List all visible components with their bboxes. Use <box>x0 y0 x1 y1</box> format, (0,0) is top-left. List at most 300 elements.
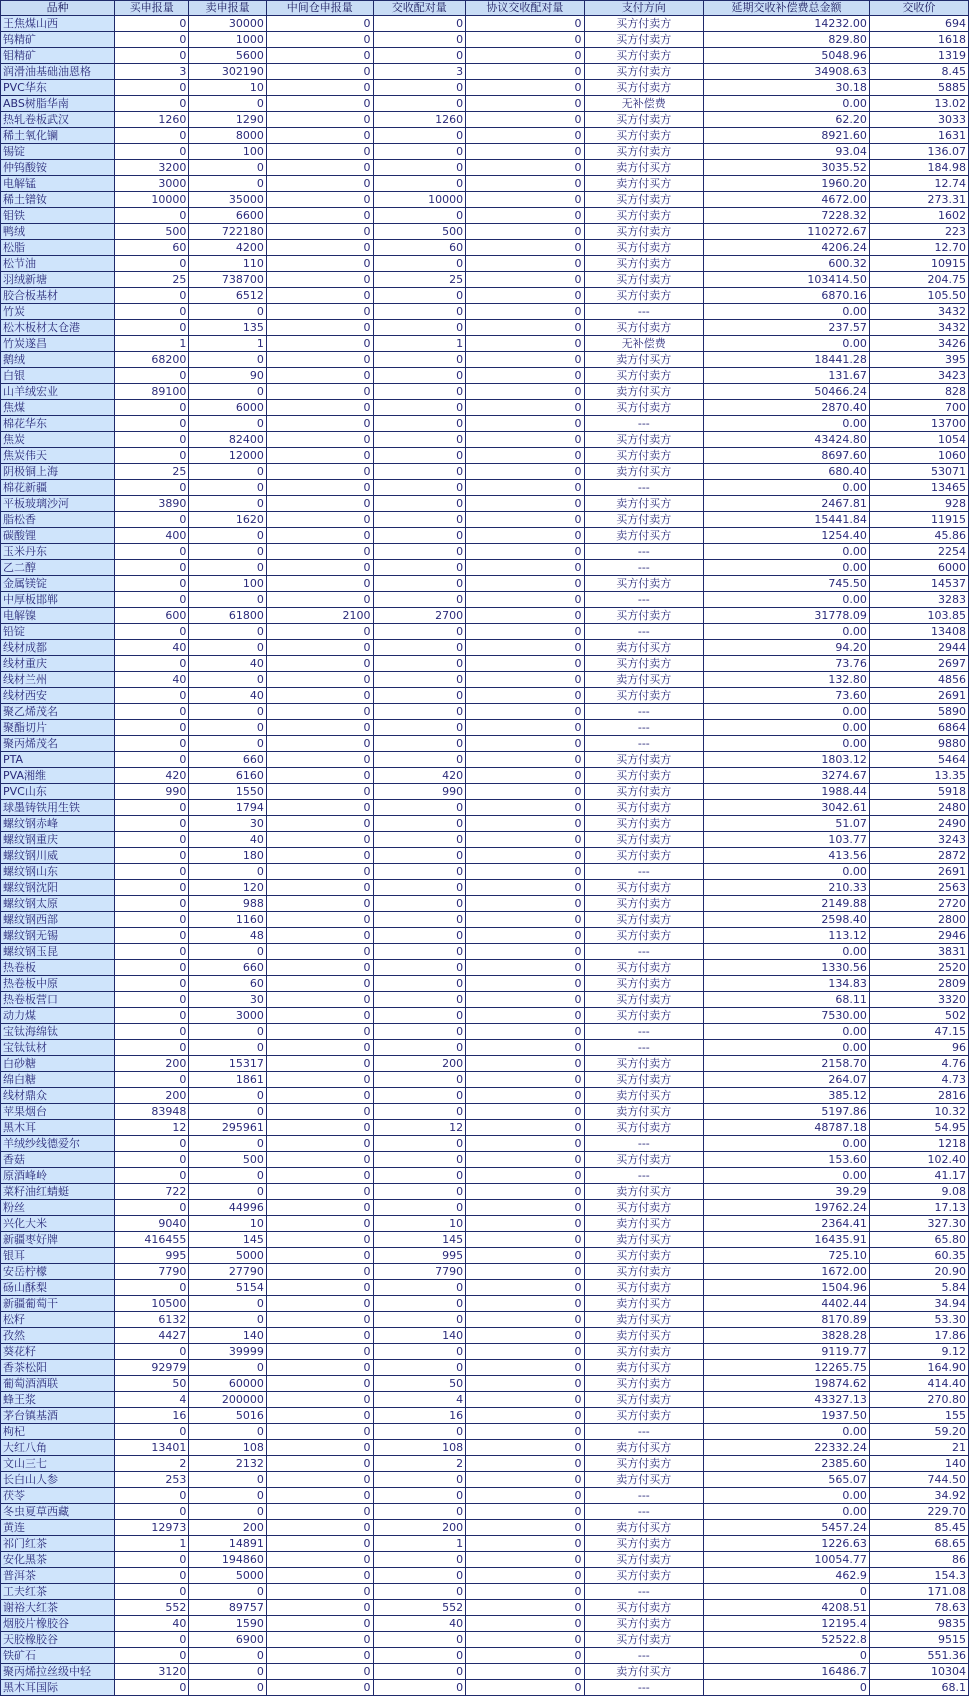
delivery-price-cell: 229.70 <box>869 1504 968 1520</box>
buy-qty-cell: 40 <box>115 640 189 656</box>
agreement-qty-cell: 0 <box>466 1024 584 1040</box>
payment-direction-cell: 买方付卖方 <box>584 752 704 768</box>
variety-cell: 松籽 <box>1 1312 115 1328</box>
buy-qty-cell: 0 <box>115 512 189 528</box>
payment-direction-cell: 卖方付买方 <box>584 1312 704 1328</box>
sell-qty-cell: 90 <box>189 368 267 384</box>
payment-direction-cell: 卖方付买方 <box>584 1520 704 1536</box>
agreement-qty-cell: 0 <box>466 1584 584 1600</box>
variety-cell: 螺纹钢西部 <box>1 912 115 928</box>
agreement-qty-cell: 0 <box>466 1264 584 1280</box>
matched-qty-cell: 200 <box>373 1520 466 1536</box>
buy-qty-cell: 0 <box>115 928 189 944</box>
matched-qty-cell: 0 <box>373 496 466 512</box>
table-row <box>1 1408 969 1424</box>
middle-qty-cell: 0 <box>266 352 373 368</box>
delivery-price-cell: 3033 <box>869 112 968 128</box>
middle-qty-cell: 0 <box>266 672 373 688</box>
table-row <box>1 1040 969 1056</box>
delivery-price-cell: 502 <box>869 1008 968 1024</box>
table-row <box>1 528 969 544</box>
sell-qty-cell: 82400 <box>189 432 267 448</box>
variety-cell: 热卷板营口 <box>1 992 115 1008</box>
agreement-qty-cell: 0 <box>466 416 584 432</box>
sell-qty-cell: 0 <box>189 496 267 512</box>
sell-qty-cell: 302190 <box>189 64 267 80</box>
compensation-cell: 0 <box>704 1680 870 1696</box>
compensation-cell: 12265.75 <box>704 1360 870 1376</box>
buy-qty-cell: 0 <box>115 416 189 432</box>
variety-cell: 松节油 <box>1 256 115 272</box>
table-row <box>1 544 969 560</box>
agreement-qty-cell: 0 <box>466 1312 584 1328</box>
table-row <box>1 48 969 64</box>
delivery-price-cell: 86 <box>869 1552 968 1568</box>
delivery-price-cell: 2480 <box>869 800 968 816</box>
delivery-price-cell: 85.45 <box>869 1520 968 1536</box>
delivery-price-cell: 34.94 <box>869 1296 968 1312</box>
payment-direction-cell: 买方付卖方 <box>584 64 704 80</box>
buy-qty-cell: 0 <box>115 1152 189 1168</box>
buy-qty-cell: 0 <box>115 688 189 704</box>
variety-cell: 砀山酥梨 <box>1 1280 115 1296</box>
sell-qty-cell: 0 <box>189 1184 267 1200</box>
agreement-qty-cell: 0 <box>466 640 584 656</box>
delivery-price-cell: 2800 <box>869 912 968 928</box>
header-agreement-matched-qty: 协议交收配对量 <box>466 1 584 16</box>
payment-direction-cell: --- <box>584 1040 704 1056</box>
table-row <box>1 672 969 688</box>
agreement-qty-cell: 0 <box>466 928 584 944</box>
matched-qty-cell: 0 <box>373 912 466 928</box>
matched-qty-cell: 0 <box>373 144 466 160</box>
agreement-qty-cell: 0 <box>466 560 584 576</box>
variety-cell: 线材成都 <box>1 640 115 656</box>
variety-cell: 金属镁锭 <box>1 576 115 592</box>
table-row <box>1 288 969 304</box>
matched-qty-cell: 0 <box>373 1568 466 1584</box>
agreement-qty-cell: 0 <box>466 64 584 80</box>
matched-qty-cell: 0 <box>373 512 466 528</box>
table-row <box>1 944 969 960</box>
delivery-price-cell: 4.73 <box>869 1072 968 1088</box>
sell-qty-cell: 0 <box>189 640 267 656</box>
matched-qty-cell: 0 <box>373 944 466 960</box>
middle-qty-cell: 0 <box>266 208 373 224</box>
agreement-qty-cell: 0 <box>466 1360 584 1376</box>
payment-direction-cell: 买方付卖方 <box>584 912 704 928</box>
payment-direction-cell: 卖方付买方 <box>584 528 704 544</box>
payment-direction-cell: 卖方付买方 <box>584 1104 704 1120</box>
sell-qty-cell: 660 <box>189 752 267 768</box>
payment-direction-cell: 买方付卖方 <box>584 224 704 240</box>
matched-qty-cell: 0 <box>373 592 466 608</box>
matched-qty-cell: 0 <box>373 1648 466 1664</box>
variety-cell: PVC华东 <box>1 80 115 96</box>
matched-qty-cell: 0 <box>373 704 466 720</box>
sell-qty-cell: 48 <box>189 928 267 944</box>
agreement-qty-cell: 0 <box>466 1152 584 1168</box>
delivery-price-cell: 5464 <box>869 752 968 768</box>
compensation-cell: 0.00 <box>704 304 870 320</box>
agreement-qty-cell: 0 <box>466 1072 584 1088</box>
sell-qty-cell: 0 <box>189 672 267 688</box>
sell-qty-cell: 0 <box>189 624 267 640</box>
header-buy-qty: 买申报量 <box>115 1 189 16</box>
delivery-price-cell: 700 <box>869 400 968 416</box>
compensation-cell: 0.00 <box>704 480 870 496</box>
middle-qty-cell: 0 <box>266 64 373 80</box>
middle-qty-cell: 0 <box>266 464 373 480</box>
header-delivery-price: 交收价 <box>869 1 968 16</box>
middle-qty-cell: 0 <box>266 976 373 992</box>
table-row <box>1 1216 969 1232</box>
sell-qty-cell: 0 <box>189 1088 267 1104</box>
buy-qty-cell: 16 <box>115 1408 189 1424</box>
compensation-cell: 153.60 <box>704 1152 870 1168</box>
table-row <box>1 816 969 832</box>
compensation-cell: 0.00 <box>704 1024 870 1040</box>
agreement-qty-cell: 0 <box>466 816 584 832</box>
table-row <box>1 1168 969 1184</box>
sell-qty-cell: 0 <box>189 480 267 496</box>
sell-qty-cell: 40 <box>189 656 267 672</box>
middle-qty-cell: 0 <box>266 128 373 144</box>
compensation-cell: 4672.00 <box>704 192 870 208</box>
buy-qty-cell: 68200 <box>115 352 189 368</box>
compensation-cell: 3274.67 <box>704 768 870 784</box>
sell-qty-cell: 89757 <box>189 1600 267 1616</box>
compensation-cell: 210.33 <box>704 880 870 896</box>
sell-qty-cell: 6600 <box>189 208 267 224</box>
sell-qty-cell: 0 <box>189 944 267 960</box>
table-row <box>1 896 969 912</box>
compensation-cell: 0 <box>704 1648 870 1664</box>
matched-qty-cell: 0 <box>373 1200 466 1216</box>
compensation-cell: 1988.44 <box>704 784 870 800</box>
buy-qty-cell: 0 <box>115 288 189 304</box>
agreement-qty-cell: 0 <box>466 16 584 32</box>
sell-qty-cell: 0 <box>189 384 267 400</box>
agreement-qty-cell: 0 <box>466 976 584 992</box>
variety-cell: 孜然 <box>1 1328 115 1344</box>
compensation-cell: 5197.86 <box>704 1104 870 1120</box>
sell-qty-cell: 0 <box>189 704 267 720</box>
agreement-qty-cell: 0 <box>466 272 584 288</box>
compensation-cell: 16435.91 <box>704 1232 870 1248</box>
delivery-price-cell: 223 <box>869 224 968 240</box>
sell-qty-cell: 5000 <box>189 1568 267 1584</box>
table-row <box>1 1648 969 1664</box>
buy-qty-cell: 0 <box>115 944 189 960</box>
table-row <box>1 1104 969 1120</box>
payment-direction-cell: 买方付卖方 <box>584 928 704 944</box>
table-header-row <box>1 1 969 16</box>
agreement-qty-cell: 0 <box>466 128 584 144</box>
payment-direction-cell: 买方付卖方 <box>584 832 704 848</box>
buy-qty-cell: 25 <box>115 464 189 480</box>
buy-qty-cell: 0 <box>115 1136 189 1152</box>
payment-direction-cell: 买方付卖方 <box>584 1616 704 1632</box>
payment-direction-cell: 卖方付买方 <box>584 1472 704 1488</box>
buy-qty-cell: 0 <box>115 1680 189 1696</box>
sell-qty-cell: 140 <box>189 1328 267 1344</box>
sell-qty-cell: 6900 <box>189 1632 267 1648</box>
sell-qty-cell: 6512 <box>189 288 267 304</box>
table-row <box>1 1248 969 1264</box>
buy-qty-cell: 0 <box>115 976 189 992</box>
variety-cell: 白银 <box>1 368 115 384</box>
buy-qty-cell: 0 <box>115 128 189 144</box>
sell-qty-cell: 8000 <box>189 128 267 144</box>
table-row <box>1 144 969 160</box>
delivery-price-cell: 694 <box>869 16 968 32</box>
matched-qty-cell: 0 <box>373 464 466 480</box>
payment-direction-cell: 买方付卖方 <box>584 208 704 224</box>
matched-qty-cell: 0 <box>373 624 466 640</box>
middle-qty-cell: 0 <box>266 112 373 128</box>
middle-qty-cell: 0 <box>266 1504 373 1520</box>
payment-direction-cell: 买方付卖方 <box>584 1456 704 1472</box>
delivery-price-cell: 928 <box>869 496 968 512</box>
payment-direction-cell: 买方付卖方 <box>584 1600 704 1616</box>
compensation-cell: 51.07 <box>704 816 870 832</box>
sell-qty-cell: 30 <box>189 992 267 1008</box>
payment-direction-cell: 无补偿费 <box>584 336 704 352</box>
middle-qty-cell: 0 <box>266 496 373 512</box>
matched-qty-cell: 3 <box>373 64 466 80</box>
sell-qty-cell: 5016 <box>189 1408 267 1424</box>
variety-cell: 绵白糖 <box>1 1072 115 1088</box>
delivery-price-cell: 45.86 <box>869 528 968 544</box>
buy-qty-cell: 0 <box>115 1584 189 1600</box>
delivery-price-cell: 270.80 <box>869 1392 968 1408</box>
payment-direction-cell: 卖方付买方 <box>584 496 704 512</box>
buy-qty-cell: 89100 <box>115 384 189 400</box>
delivery-price-cell: 5.84 <box>869 1280 968 1296</box>
variety-cell: 中厚板邯郸 <box>1 592 115 608</box>
buy-qty-cell: 0 <box>115 1504 189 1520</box>
sell-qty-cell: 0 <box>189 1472 267 1488</box>
table-row <box>1 1664 969 1680</box>
variety-cell: 茯苓 <box>1 1488 115 1504</box>
middle-qty-cell: 0 <box>266 1280 373 1296</box>
variety-cell: 羊绒纱线德爱尔 <box>1 1136 115 1152</box>
variety-cell: 安岳柠檬 <box>1 1264 115 1280</box>
payment-direction-cell: 买方付卖方 <box>584 1344 704 1360</box>
matched-qty-cell: 0 <box>373 80 466 96</box>
compensation-cell: 10054.77 <box>704 1552 870 1568</box>
buy-qty-cell: 0 <box>115 1280 189 1296</box>
middle-qty-cell: 0 <box>266 176 373 192</box>
buy-qty-cell: 40 <box>115 1616 189 1632</box>
delivery-price-cell: 2809 <box>869 976 968 992</box>
delivery-price-cell: 10304 <box>869 1664 968 1680</box>
agreement-qty-cell: 0 <box>466 1248 584 1264</box>
buy-qty-cell: 0 <box>115 736 189 752</box>
variety-cell: 聚乙烯茂名 <box>1 704 115 720</box>
compensation-cell: 2364.41 <box>704 1216 870 1232</box>
agreement-qty-cell: 0 <box>466 624 584 640</box>
matched-qty-cell: 0 <box>373 16 466 32</box>
delivery-price-cell: 6864 <box>869 720 968 736</box>
table-row <box>1 448 969 464</box>
middle-qty-cell: 0 <box>266 1168 373 1184</box>
compensation-cell: 0.00 <box>704 704 870 720</box>
matched-qty-cell: 0 <box>373 288 466 304</box>
payment-direction-cell: 卖方付买方 <box>584 1216 704 1232</box>
matched-qty-cell: 0 <box>373 320 466 336</box>
compensation-cell: 1504.96 <box>704 1280 870 1296</box>
compensation-cell: 7530.00 <box>704 1008 870 1024</box>
table-row <box>1 224 969 240</box>
buy-qty-cell: 0 <box>115 1648 189 1664</box>
buy-qty-cell: 0 <box>115 960 189 976</box>
sell-qty-cell: 110 <box>189 256 267 272</box>
table-row <box>1 512 969 528</box>
payment-direction-cell: 卖方付买方 <box>584 464 704 480</box>
table-row <box>1 496 969 512</box>
agreement-qty-cell: 0 <box>466 1168 584 1184</box>
variety-cell: 羽绒新塘 <box>1 272 115 288</box>
matched-qty-cell: 0 <box>373 1360 466 1376</box>
delivery-price-cell: 395 <box>869 352 968 368</box>
agreement-qty-cell: 0 <box>466 240 584 256</box>
matched-qty-cell: 0 <box>373 1312 466 1328</box>
buy-qty-cell: 1 <box>115 336 189 352</box>
delivery-price-cell: 17.86 <box>869 1328 968 1344</box>
payment-direction-cell: --- <box>584 944 704 960</box>
sell-qty-cell: 1550 <box>189 784 267 800</box>
table-row <box>1 416 969 432</box>
compensation-cell: 0.00 <box>704 96 870 112</box>
payment-direction-cell: 卖方付买方 <box>584 1440 704 1456</box>
compensation-cell: 462.9 <box>704 1568 870 1584</box>
matched-qty-cell: 0 <box>373 528 466 544</box>
payment-direction-cell: 买方付卖方 <box>584 1632 704 1648</box>
table-row <box>1 1312 969 1328</box>
table-row <box>1 848 969 864</box>
variety-cell: 冬虫夏草西藏 <box>1 1504 115 1520</box>
delivery-price-cell: 9.08 <box>869 1184 968 1200</box>
payment-direction-cell: --- <box>584 1648 704 1664</box>
variety-cell: 谢裕大红茶 <box>1 1600 115 1616</box>
agreement-qty-cell: 0 <box>466 304 584 320</box>
delivery-price-cell: 13700 <box>869 416 968 432</box>
middle-qty-cell: 0 <box>266 1184 373 1200</box>
sell-qty-cell: 0 <box>189 1424 267 1440</box>
sell-qty-cell: 145 <box>189 1232 267 1248</box>
sell-qty-cell: 1794 <box>189 800 267 816</box>
table-row <box>1 1552 969 1568</box>
matched-qty-cell: 4 <box>373 1392 466 1408</box>
sell-qty-cell: 500 <box>189 1152 267 1168</box>
delivery-price-cell: 13.02 <box>869 96 968 112</box>
middle-qty-cell: 0 <box>266 1376 373 1392</box>
buy-qty-cell: 0 <box>115 816 189 832</box>
payment-direction-cell: 卖方付买方 <box>584 1664 704 1680</box>
payment-direction-cell: 买方付卖方 <box>584 432 704 448</box>
payment-direction-cell: 买方付卖方 <box>584 240 704 256</box>
payment-direction-cell: 卖方付买方 <box>584 1328 704 1344</box>
variety-cell: 文山三七 <box>1 1456 115 1472</box>
delivery-price-cell: 59.20 <box>869 1424 968 1440</box>
compensation-cell: 94.20 <box>704 640 870 656</box>
variety-cell: 动力煤 <box>1 1008 115 1024</box>
agreement-qty-cell: 0 <box>466 1232 584 1248</box>
compensation-cell: 22332.24 <box>704 1440 870 1456</box>
sell-qty-cell: 0 <box>189 416 267 432</box>
middle-qty-cell: 0 <box>266 480 373 496</box>
buy-qty-cell: 0 <box>115 1344 189 1360</box>
payment-direction-cell: 买方付卖方 <box>584 256 704 272</box>
middle-qty-cell: 0 <box>266 1088 373 1104</box>
agreement-qty-cell: 0 <box>466 720 584 736</box>
delivery-price-cell: 1218 <box>869 1136 968 1152</box>
header-compensation-total: 延期交收补偿费总金额 <box>704 1 870 16</box>
variety-cell: 宝钛钛材 <box>1 1040 115 1056</box>
agreement-qty-cell: 0 <box>466 1280 584 1296</box>
agreement-qty-cell: 0 <box>466 1328 584 1344</box>
variety-cell: 热卷板中原 <box>1 976 115 992</box>
compensation-cell: 5048.96 <box>704 48 870 64</box>
agreement-qty-cell: 0 <box>466 1040 584 1056</box>
compensation-cell: 1226.63 <box>704 1536 870 1552</box>
payment-direction-cell: --- <box>584 704 704 720</box>
middle-qty-cell: 0 <box>266 1232 373 1248</box>
middle-qty-cell: 0 <box>266 544 373 560</box>
buy-qty-cell: 60 <box>115 240 189 256</box>
middle-qty-cell: 0 <box>266 32 373 48</box>
delivery-price-cell: 68.65 <box>869 1536 968 1552</box>
variety-cell: 稀土镨钕 <box>1 192 115 208</box>
sell-qty-cell: 0 <box>189 1360 267 1376</box>
middle-qty-cell: 0 <box>266 384 373 400</box>
compensation-cell: 4208.51 <box>704 1600 870 1616</box>
delivery-price-cell: 2691 <box>869 688 968 704</box>
agreement-qty-cell: 0 <box>466 800 584 816</box>
middle-qty-cell: 0 <box>266 688 373 704</box>
payment-direction-cell: 买方付卖方 <box>584 1152 704 1168</box>
sell-qty-cell: 135 <box>189 320 267 336</box>
buy-qty-cell: 0 <box>115 400 189 416</box>
table-row <box>1 1200 969 1216</box>
compensation-cell: 103414.50 <box>704 272 870 288</box>
buy-qty-cell: 0 <box>115 576 189 592</box>
table-row <box>1 1120 969 1136</box>
sell-qty-cell: 60000 <box>189 1376 267 1392</box>
agreement-qty-cell: 0 <box>466 160 584 176</box>
middle-qty-cell: 0 <box>266 16 373 32</box>
delivery-price-cell: 68.1 <box>869 1680 968 1696</box>
variety-cell: PVC山东 <box>1 784 115 800</box>
agreement-qty-cell: 0 <box>466 1616 584 1632</box>
compensation-cell: 237.57 <box>704 320 870 336</box>
buy-qty-cell: 6132 <box>115 1312 189 1328</box>
table-row <box>1 352 969 368</box>
compensation-cell: 43327.13 <box>704 1392 870 1408</box>
agreement-qty-cell: 0 <box>466 704 584 720</box>
delivery-price-cell: 2490 <box>869 816 968 832</box>
compensation-cell: 0.00 <box>704 720 870 736</box>
middle-qty-cell: 0 <box>266 1616 373 1632</box>
matched-qty-cell: 0 <box>373 96 466 112</box>
payment-direction-cell: 买方付卖方 <box>584 1408 704 1424</box>
matched-qty-cell: 0 <box>373 544 466 560</box>
variety-cell: 长白山人参 <box>1 1472 115 1488</box>
sell-qty-cell: 4200 <box>189 240 267 256</box>
variety-cell: 螺纹钢太原 <box>1 896 115 912</box>
